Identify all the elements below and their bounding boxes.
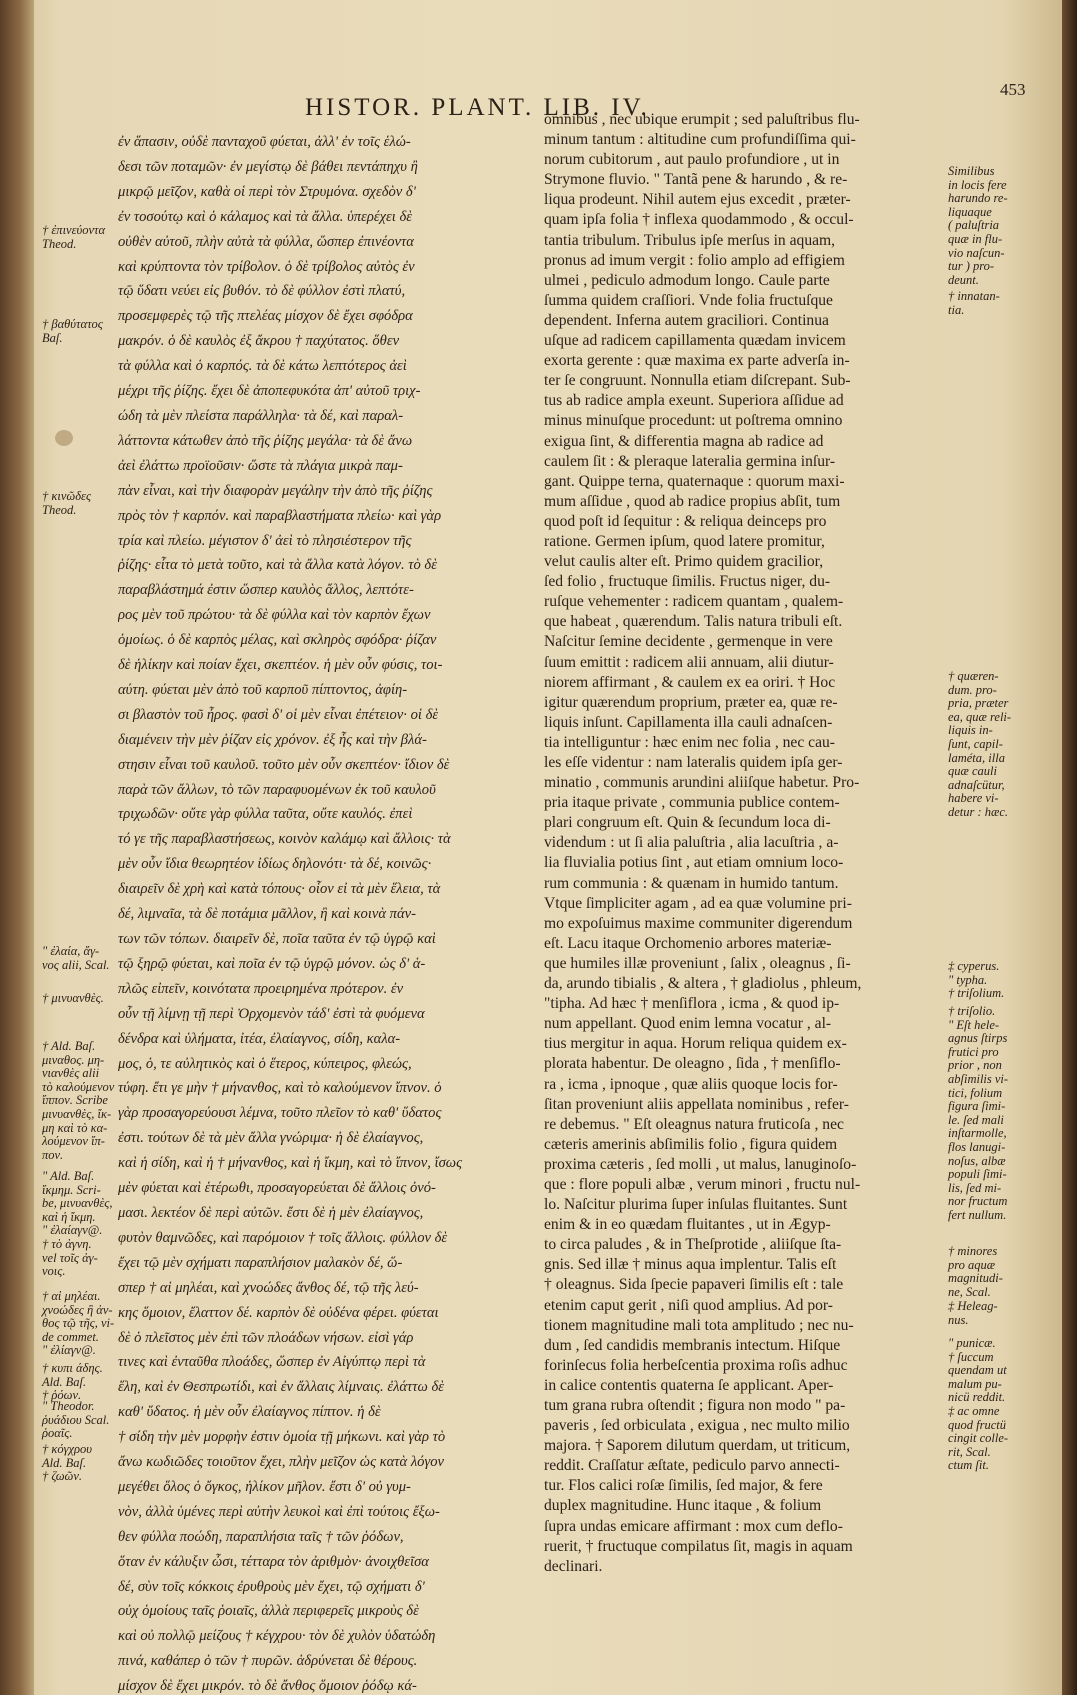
margin-note-line: † μινυανθὲς.: [42, 991, 104, 1005]
greek-text-line: γὰρ προσαγορεύουσι λέμνα, τοῦτο πλεῖον τὸ καθ' ὕδατος: [118, 1105, 442, 1122]
greek-text-line: μέχρι τῆς ῥίζης. ἔχει δὲ ἀποπεφυκότα ἀπ' αὐτοῦ τριχ-: [118, 383, 421, 400]
greek-text-line: μος, ὁ, τε αὐλητικὸς καὶ ὁ ἕτερος, κύπειρος, φλεώς,: [118, 1055, 412, 1072]
margin-note-line: agnus ſtirps: [948, 1031, 1008, 1046]
margin-note-line: Baſ.: [42, 330, 63, 345]
greek-text-line: τῷ ὕδατι νεύει εἰς βυθόν. τὸ δὲ φύλλον ἐστὶ πλατύ,: [118, 283, 406, 300]
latin-text-line: lo. Naſcitur plurima ſuper inſulas fluitantes. Sunt: [544, 1196, 848, 1214]
margin-note-line: ‡ Heleag-: [948, 1299, 998, 1313]
greek-text-line: στησιν εἶναι τοῦ καυλοῦ. τοῦτο μὲν οὖν σκεπτέον· ἴδιον δὲ: [118, 756, 450, 773]
greek-text-line: φυτὸν θαμνῶδες, καὶ παρόμοιον † τοῖς ἄλλοις. φύλλον δὲ: [118, 1229, 448, 1246]
margin-note-line: prior , non: [948, 1058, 1002, 1073]
greek-text-line: ἐν ἅπασιν, οὐδὲ πανταχοῦ φύεται, ἀλλ' ἐν τοῖς ἑλώ-: [118, 134, 411, 150]
running-header: HISTOR. PLANT. LIB. IV.: [305, 94, 650, 121]
margin-note-line: " typha.: [948, 972, 988, 987]
margin-note-line: dum. pro-: [948, 682, 997, 697]
greek-text-line: τύφη. ἔτι γε μὴν † μήνανθος, καὶ τὸ καλούμενον ἴπνον. ὁ: [118, 1080, 442, 1097]
greek-text-column: [118, 130, 544, 1695]
margin-note-line: † minores: [948, 1244, 998, 1258]
greek-text-line: καθ' ὕδατος. ἡ μὲν οὖν ἐλαίαγνος πίπτον. ἡ δὲ: [118, 1404, 381, 1421]
margin-note-line: ea, quæ reli-: [948, 709, 1012, 724]
margin-note: [42, 1362, 103, 1403]
margin-note-line: inſtarmolle,: [948, 1126, 1007, 1141]
greek-text-line: οὐθὲν αὐτοῦ, πλὴν αὐτὰ τὰ φύλλα, ὥσπερ ἐπινέοντα: [118, 233, 414, 250]
margin-note-line: Ald. Baſ.: [42, 1374, 87, 1389]
margin-note-line: abſimilis vi-: [948, 1071, 1009, 1086]
latin-text-line: minus minuſque procedunt: ut poſtrema omnino: [544, 412, 843, 430]
margin-note-line: † τὸ ἀγνη.: [42, 1236, 92, 1251]
latin-text-line: lia fluvialia potius ſint , aut etiam omnium loco-: [544, 854, 844, 872]
greek-text-line: σι βλαστὸν τοῦ ἦρος. φασὶ δ' οἱ μὲν εἶναι ἐπέτειον· οἱ δὲ: [118, 706, 439, 723]
greek-text-line: των τῶν τόπων. διαιρεῖν δὲ, ποῖα ταῦτα ἐν τῷ ὑγρῷ καὶ: [118, 931, 436, 947]
greek-text-line: ἀεὶ ἐλάττω προϊοῦσιν· ὥστε τὰ πλάγια μικρὰ παμ-: [118, 457, 403, 474]
latin-text-line: re debemus. " Eſt oleagnus natura fruticoſa , nec: [544, 1115, 844, 1133]
latin-text-line: gant. Quippe terna, quaternaque : quorum maxi-: [544, 472, 845, 490]
greek-text-line: τριχωδῶν· οὔτε γὰρ φύλλα ταῦτα, οὔτε καυλός. ἐπεὶ: [118, 806, 413, 823]
latin-text-line: ſed folio , fructuque ſimilis. Fructus niger, du-: [544, 573, 831, 591]
book-spine-shadow: [0, 0, 34, 1695]
margin-note-line: μιναθος. μη-: [42, 1052, 105, 1067]
margin-note-line: † ſuccum: [948, 1349, 994, 1364]
latin-text-line: cæteris amerinis abſimilis folio , figura quidem: [544, 1135, 838, 1153]
margin-note-line: νιανθὲς alii: [42, 1066, 100, 1081]
latin-text-line: ruſque vehementer : radicem quantam , qualem-: [544, 593, 844, 611]
latin-text-line: proxima cæteris , ſed molli , ut malus, lanuginoſo-: [544, 1155, 857, 1173]
margin-note-line: in locis fere: [948, 177, 1007, 192]
greek-text-line: μακρόν. ὁ δὲ καυλὸς ἐξ ἄκρου † παχύτατος. ὅθεν: [118, 333, 400, 350]
latin-text-line: dum , ſed candidis membranis intectum. Hiſque: [544, 1336, 841, 1354]
greek-text-line: πινά, καθάπερ ὁ τῶν † πυρῶν. ἁδρύνεται δὲ θέρους.: [118, 1653, 418, 1670]
margin-note-line: figura ſimi-: [948, 1099, 1006, 1114]
latin-text-line: declinari.: [544, 1557, 603, 1575]
latin-text-line: niorem affirmant , & caulem ex ea oriri. † Hoc: [544, 673, 836, 691]
latin-text-line: tum grana rubra oſtendit ; figura non modo " pa-: [544, 1397, 846, 1414]
latin-text-line: omnibus , nec ubique erumpit ; sed paluſtribus flu-: [544, 111, 860, 128]
latin-text-line: tantia tribulum. Tribulus ipſe merſus in aquam,: [544, 231, 836, 249]
latin-text-line: da, arundo tibialis , & altera , † gladiolus , phleum,: [544, 975, 862, 993]
margin-note-line: malum pu-: [948, 1376, 1002, 1391]
margin-note-line: nicü reddit.: [948, 1390, 1006, 1405]
latin-text-line: duplex magnitudine. Hunc itaque , & folium: [544, 1497, 822, 1515]
margin-note-line: † ῥόων.: [42, 1388, 82, 1403]
greek-text-line: μασι. λεκτέον δὲ περὶ αὐτῶν. ἔστι δὲ ἡ μὲν ἐλαίαγνος,: [118, 1204, 424, 1221]
latin-text-line: eſt. Lacu itaque Orchomenio arbores materiæ-: [544, 934, 832, 952]
margin-note-line: detur : hæc.: [948, 804, 1009, 819]
greek-text-line: προσεμφερὲς τῷ τῆς πτελέας μίσχον δὲ ἔχει σφόδρα: [118, 308, 413, 325]
margin-note-line: quæ cauli: [948, 764, 997, 779]
margin-note: [42, 1400, 109, 1441]
greek-text-line: πὰν εἶναι, καὶ τὴν διαφορὰν μεγάλην τὴν ἀπὸ τῆς ῥίζης: [118, 482, 433, 499]
margin-note-line: vio naſcun-: [948, 245, 1005, 260]
latin-text-line: quam ipſa folia † inflexa quodammodo , & occul-: [544, 211, 854, 229]
latin-text-line: plari congruum eſt. Quin & ſecundum loca di-: [544, 814, 831, 832]
latin-text-line: paveris , ſed orbiculata , exigua , nec multo milio: [544, 1417, 850, 1435]
greek-text-line: μικρῷ μεῖζον, καθὰ οἱ περὶ τὸν Στρυμόνα. σχεδὸν δ': [118, 183, 416, 200]
latin-text-line: les eſſe videntur : nam lateralis quidem ipſa ger-: [544, 754, 843, 771]
margin-note-line: Theod.: [42, 502, 77, 517]
greek-text-line: παραβλάστημά ἐστιν ὥσπερ καυλὸς ἄλλος, λεπτότε-: [118, 582, 414, 599]
latin-text-line: Naſcitur ſemine decidente , germenque in vere: [544, 633, 833, 651]
margin-note: [948, 1300, 998, 1327]
greek-text-line: καὶ κρύπτοντα τὸν τρίβολον. ὁ δὲ τρίβολος αὐτὸς ἐν: [118, 258, 415, 275]
margin-note-line: θος τῷ τῆς, vi-: [42, 1316, 115, 1331]
ink-stain: [55, 430, 73, 446]
greek-text-line: ῥίζης· εἶτα τὸ μετὰ τοῦτο, καὶ τὰ ἄλλα κατὰ λόγον. τὸ δὲ: [118, 557, 437, 574]
latin-text-line: mum aſſidue , quod ab radice propius abſit, tum: [544, 492, 841, 510]
latin-text-column: [544, 110, 944, 1577]
margin-note-line: noſus, albæ: [948, 1153, 1006, 1168]
greek-text-line: διαμένειν τὴν μὲν ῥίζαν εἰς χρόνον. ἐξ ἧς καὶ τὴν βλά-: [118, 731, 427, 748]
margin-note-line: μη καὶ τὸ κα-: [42, 1120, 108, 1135]
latin-text-line: ratione. Germen ipſum, quod latere promitur,: [544, 532, 825, 550]
margin-note-line: λούμενον ἴπ-: [42, 1134, 105, 1149]
margin-note: [42, 945, 110, 972]
latin-text-line: videndum : ut ſi alia paluſtria , alia lacuſtria , a-: [544, 834, 839, 852]
margin-note: [42, 224, 105, 251]
margin-note-line: † κινῶδες: [42, 489, 92, 503]
latin-text-line: Strymone fluvio. " Tantã pene & harundo , & re-: [544, 171, 848, 189]
margin-note-line: pro aquæ: [948, 1257, 996, 1272]
margin-note-line: † κόγχρου: [42, 1442, 93, 1456]
latin-text-line: mo expoſuimus maxime communiter digerendum: [544, 914, 853, 932]
margin-note-line: καὶ ἡ ἴκμη.: [42, 1209, 96, 1224]
margin-note-line: † triſolium.: [948, 986, 1005, 1001]
greek-text-line: καὶ οὐ πολλῷ μείζους † κέγχρου· τὸν δὲ χυλὸν ὑδατώδη: [118, 1628, 436, 1645]
margin-note-line: deunt.: [948, 272, 979, 287]
latin-text-line: tionem magnitudine mali tota amplitudo ; nec nu-: [544, 1316, 854, 1334]
greek-text-line: λάττοντα κάτωθεν ἀπὸ τῆς ῥίζης μεγάλα· τὰ δὲ ἄνω: [118, 432, 413, 449]
margin-note-line: ( paluſtria: [948, 218, 1000, 233]
margin-note-line: harundo re-: [948, 191, 1008, 206]
greek-text-line: οὐχ ὁμοίους ταῖς ῥοιαῖς, ἀλλὰ περιφερεῖς μικροὺς δὲ: [118, 1603, 419, 1620]
greek-text-line: μεγέθει ὅλος ὁ ὄγκος, ἡλίκον μῆλον. ἔστι δ' οὐ γυμ-: [118, 1478, 411, 1495]
greek-text-line: τινες καὶ ἐνταῦθα πλοάδες, ὥσπερ ἐν Αἰγύπτῳ περὶ τὰ: [118, 1354, 426, 1371]
greek-text-line: μὲν φύεται καὶ ἑτέρωθι, προσαγορεύεται δὲ ἄλλοις ὀνό-: [118, 1180, 436, 1197]
greek-text-line: † σίδη τὴν μὲν μορφὴν ἐστιν ὁμοία τῇ μήκωνι. καὶ γὰρ τὸ: [118, 1429, 446, 1446]
greek-text-line: δέ, σὺν τοῖς κόκκοις ἐρυθροὺς μὲν ἔχει, τῷ σχήματι δ': [118, 1578, 425, 1595]
margin-note-line: χνοώδες ἢ ἀν-: [42, 1302, 113, 1317]
margin-note: [42, 490, 91, 517]
latin-text-line: enim & in eo quædam fluitantes , ut in Ægyp-: [544, 1216, 831, 1234]
latin-text-line: velut caulis alter eſt. Primo quidem gracilior,: [544, 553, 824, 571]
latin-text-line: pria itaque private , communia publice contem-: [544, 794, 840, 812]
greek-text-line: δὲ ὁ πλεῖστος μὲν ἐπὶ τῶν πλοάδων νήσων. εἰσὶ γάρ: [118, 1329, 414, 1346]
greek-text-line: τῷ ξηρῷ φύεται, καὶ ποῖα ἐν τῷ ὑγρῷ μόνον. ὡς δ' ἁ-: [118, 955, 426, 972]
greek-text-line: μὲν οὖν ἴδια θεωρητέον ἰδίως δηλονότι· τὰ δέ, κοινῶς·: [118, 856, 432, 873]
margin-note-line: † αἱ μηλέαι.: [42, 1289, 101, 1303]
latin-text-line: pronus ad imum vergit : folio amplo ad effigiem: [544, 251, 845, 269]
margin-note-line: † innatan-: [948, 289, 1000, 303]
latin-text-line: que humiles illæ proveniunt , ſalix , oleagnus , ſi-: [544, 954, 851, 972]
margin-note-line: μινυανθὲς, ἴκ-: [42, 1106, 112, 1121]
margin-note: [42, 992, 104, 1006]
greek-text-line: τό γε τῆς παραβλαστήσεως, κοινὸν καλάμῳ καὶ ἄλλοις· τὰ: [118, 831, 451, 848]
page-number: 453: [1000, 80, 1026, 99]
margin-note-line: tici, folium: [948, 1085, 1003, 1100]
latin-text-line: ulmei , pediculo admodum longo. Caule parte: [544, 271, 830, 289]
latin-text-line: gnis. Sed illæ † minus aqua implentur. Talis eſt: [544, 1256, 837, 1274]
latin-text-line: liquis inſunt. Capillamenta illa cauli adnaſcen-: [544, 713, 833, 731]
latin-text-line: rum communia : & quænam in humido tantum.: [544, 874, 839, 892]
latin-text-line: tia intelliguntur : hæc enim nec folia , nec cau-: [544, 733, 835, 751]
latin-text-line: ſupra undas emicare affirmant : mox cum deflo-: [544, 1517, 843, 1535]
margin-note-line: ctum ſit.: [948, 1458, 989, 1473]
margin-note-line: rit, Scal.: [948, 1444, 991, 1459]
greek-text-line: δένδρα καὶ ὑλήματα, ἰτέα, ἐλαίαγνος, σίδη, καλα-: [118, 1030, 401, 1047]
margin-note-line: ſunt, capil-: [948, 736, 1003, 751]
latin-text-line: tius mergitur in aqua. Horum reliqua quidem ex-: [544, 1035, 847, 1053]
margin-note-line: νος alii, Scal.: [42, 957, 110, 972]
latin-text-line: † oleagnus. Sida ſpecie papaveri ſimilis eſt : tale: [544, 1276, 844, 1294]
margin-note-line: liquaque: [948, 204, 992, 219]
latin-text-line: liqua prodeunt. Nihil autem ejus excedit , præter-: [544, 191, 851, 209]
latin-text-line: ſumma quidem craſſiori. Vnde folia fructuſque: [544, 291, 833, 309]
latin-text-line: uſque ad radicem capillamenta quædam invicem: [544, 332, 846, 350]
margin-note-line: habere vi-: [948, 791, 999, 806]
margin-note-line: le. ſed mali: [948, 1112, 1004, 1127]
latin-text-line: reddit. Craſſatur æſtate, pediculo parvo annecti-: [544, 1457, 840, 1475]
margin-note-line: † triſolio.: [948, 1004, 996, 1018]
latin-text-line: quod poſt id ſequitur : & reliqua deinceps pro: [544, 512, 827, 530]
greek-text-line: παρὰ τῶν ἄλλων, τὸ τῶν παραφυομένων ἐκ τοῦ καυλοῦ: [118, 781, 436, 798]
margin-note-line: pria, præter: [948, 696, 1009, 711]
latin-text-line: caulem ſit : & pleraque lateralia germina inſur-: [544, 452, 836, 470]
greek-text-line: διαιρεῖν δὲ χρὴ καὶ κατὰ τόπους· οἷον εἰ τὰ μὲν ἕλεια, τὰ: [118, 881, 441, 898]
margin-note-line: " Eſt hele-: [948, 1017, 1000, 1032]
latin-text-line: tus ab radice ampla exeunt. Superiora aſſidue ad: [544, 392, 844, 410]
margin-note: [948, 670, 1011, 820]
latin-text-line: norum cubitorum , aut paulo profundiore , ut in: [544, 151, 840, 169]
margin-note-line: ne, Scal.: [948, 1284, 991, 1299]
margin-note-line: πον.: [42, 1147, 64, 1162]
latin-text-line: majora. † Saporem dilutum querdam, ut triticum,: [544, 1437, 851, 1455]
latin-text-line: ra , icma , ipnoque , quæ aliis quoque locis for-: [544, 1075, 838, 1093]
greek-text-line: πλῶς εἰπεῖν, κοινότατα προειρημένα πρότερον. ἐν: [118, 980, 404, 997]
latin-text-line: tur. Flos calici roſæ ſimilis, ſed major, & fere: [544, 1477, 823, 1495]
latin-text-line: que : flore populi albæ , verum minori , fructu nul-: [544, 1175, 861, 1193]
margin-note-line: tia.: [948, 302, 965, 317]
margin-note: [42, 1170, 112, 1279]
margin-note-line: τὸ καλούμενον: [42, 1079, 115, 1094]
greek-text-line: πρὸς τὸν † καρπόν. καὶ παραβλαστήματα πλείω· καὶ γὰρ: [118, 507, 442, 524]
latin-text-line: to circa paludes , & in Theſprotide , aliiſque ſta-: [544, 1236, 842, 1254]
margin-note-line: flos lanugi-: [948, 1139, 1006, 1154]
latin-text-line: minum tantum : altitudine cum profundiſſima qui-: [544, 131, 856, 149]
latin-text-line: Vtque ſimpliciter agam , ad ea quæ volumine pri-: [544, 894, 852, 912]
margin-note-line: " Theodor.: [42, 1399, 95, 1413]
greek-text-line: οὖν τῇ λίμνῃ τῇ περὶ Ὀρχομενὸν τάδ' ἐστὶ τὰ φυόμενα: [118, 1005, 425, 1022]
margin-note: [42, 1443, 92, 1484]
greek-text-line: ὅταν ἐν κάλυξιν ὦσι, τέτταρα τὸν ἀριθμὸν· ἀνοιχθεῖσα: [118, 1553, 429, 1570]
latin-text-line: exigua ſint, & differentia magna ab radice ad: [544, 432, 824, 450]
greek-text-line: ἄνω κωδιῶδες τοιοῦτον ἔχει, πλὴν μεῖζον ὡς κατὰ λόγον: [118, 1454, 444, 1471]
margin-note-line: magnitudi-: [948, 1271, 1003, 1286]
latin-text-line: ter ſe congruunt. Nonnulla etiam diſcrepant. Sub-: [544, 372, 851, 390]
latin-text-line: dependent. Inferna autem graciliori. Continua: [544, 311, 829, 329]
margin-note: [948, 290, 1000, 317]
margin-note-line: populi ſimi-: [948, 1167, 1007, 1182]
margin-note-line: liquis in-: [948, 723, 993, 738]
greek-text-line: τρία καὶ πλείω. μέγιστον δ' ἀεὶ τὸ πλησιέστερον τῆς: [118, 532, 412, 549]
margin-note-line: de commet.: [42, 1329, 99, 1344]
margin-note-line: † ἐπινεύοντα: [42, 223, 106, 237]
margin-note-line: † Ald. Baſ.: [42, 1039, 96, 1053]
greek-text-line: τὰ φύλλα καὶ ὁ καρπός. τὰ δὲ κάτω λεπτότερος ἀεὶ: [118, 358, 407, 375]
latin-text-line: exorta gerente : quæ maxima ex parte adverſa in-: [544, 352, 850, 370]
greek-text-line: ὁμοίως. ὁ δὲ καρπὸς μέλας, καὶ σκληρὸς σφόδρα· ῥίζαν: [118, 632, 437, 649]
page-edge: [1062, 0, 1077, 1695]
margin-note-line: be, μινυανθὲς,: [42, 1196, 113, 1211]
latin-text-line: que habeat , quærendum. Talis natura tribuli eſt.: [544, 613, 843, 631]
margin-note-line: quod fructü: [948, 1417, 1006, 1432]
margin-note-line: † quæren-: [948, 669, 999, 683]
margin-note-line: adnaſcütur,: [948, 777, 1005, 792]
margin-note-line: laméta, illa: [948, 750, 1005, 765]
margin-note: [42, 1040, 114, 1162]
greek-text-line: ἔχει τῷ μὲν σχήματι παραπλήσιον μαλακὸν δέ, ὥ-: [118, 1254, 403, 1271]
margin-note: [42, 1290, 114, 1358]
margin-note-line: lis, ſed mi-: [948, 1180, 1002, 1195]
greek-text-line: θεν φύλλα ποώδη, παραπλήσια ταῖς † τῶν ῥόδων,: [118, 1528, 404, 1545]
greek-text-line: δέ, λιμναῖα, τὰ δὲ ποτάμια μᾶλλον, ἢ καὶ κοινὰ πάν-: [118, 906, 416, 923]
greek-text-line: ἐστι. τούτων δὲ τὰ μὲν ἄλλα γνώριμα· ἡ δὲ ἐλαίαγνος,: [118, 1130, 424, 1147]
margin-note: [948, 165, 1008, 287]
margin-note-line: fert nullum.: [948, 1207, 1007, 1222]
greek-text-line: ἕλη, καὶ ἐν Θεσπρωτίδι, καὶ ἐν ἄλλαις λίμναις. ἐλάττω δὲ: [118, 1379, 444, 1396]
margin-note-line: quendam ut: [948, 1363, 1007, 1378]
latin-text-line: forinſecus folia herbeſcentia proxima roſis adhuc: [544, 1356, 848, 1374]
margin-note-line: tur ) pro-: [948, 259, 995, 274]
latin-text-line: igitur quærendum proprium, præter ea, quæ re-: [544, 693, 838, 711]
margin-note-line: ἴππον. Scribe: [42, 1093, 108, 1108]
margin-note-line: quæ in flu-: [948, 231, 1003, 246]
margin-note: [948, 1337, 1008, 1473]
latin-text-line: ruerit, † fructuque compilatus ſit, magis in aquam: [544, 1537, 853, 1555]
margin-note-line: vel τοῖς ἀγ-: [42, 1250, 98, 1265]
latin-text-line: minatio , communis arundini aliiſque habetur. Pro-: [544, 774, 860, 792]
latin-text-line: ſuum emittit : radicem alii annuam, alii diutur-: [544, 653, 834, 671]
greek-text-line: ἐν τοσούτῳ καὶ ὁ κάλαμος καὶ τὰ ἄλλα. ὑπερέχει δὲ: [118, 208, 412, 225]
margin-note-line: " ἐλίαγν@.: [42, 1343, 96, 1358]
greek-text-line: ώδη τὰ μὲν πλείστα παράλληλα· τὰ δέ, καὶ παραλ-: [118, 407, 404, 424]
margin-note-line: Ald. Baſ.: [42, 1455, 87, 1470]
margin-note-line: νοις.: [42, 1264, 66, 1279]
margin-note: [948, 1005, 1008, 1223]
greek-text-line: σπερ † αἱ μηλέαι, καὶ χνοώδες ἄνθος δέ, τῷ τῆς λεύ-: [118, 1279, 419, 1296]
greek-text-line: δεσι τῶν ποταμῶν· ἐν μεγίστῳ δὲ βάθει πεντάπηχυ ἢ: [118, 158, 418, 175]
greek-text-line: μίσχον δὲ ἔχει μικρόν. τὸ δὲ ἄνθος ὅμοιον ῥόδῳ κά-: [118, 1678, 417, 1695]
margin-note-line: ‡ ac omne: [948, 1403, 1000, 1418]
margin-note-line: " ἐλαίαγν@.: [42, 1223, 103, 1238]
margin-note-line: ῥυάδιου Scal.: [42, 1412, 110, 1427]
margin-note: [948, 960, 1004, 1001]
greek-text-line: κης ὅμοιον, ἔλαττον δέ. καρπὸν δὲ οὐδένα φέρει. φύεται: [118, 1304, 439, 1321]
latin-text-line: num appellant. Quod enim lemna vocatur , al-: [544, 1015, 832, 1033]
margin-note-line: nus.: [948, 1312, 969, 1327]
margin-note-line: Theod.: [42, 236, 77, 251]
margin-note-line: " ἐλαία, ἄγ-: [42, 944, 100, 958]
margin-note-line: ἴκμημ. Scri-: [42, 1182, 101, 1197]
greek-text-line: ρος μὲν τοῦ πρώτου· τὰ δὲ φύλλα καὶ τὸν καρπὸν ἔχων: [118, 607, 431, 624]
latin-text-line: "tipha. Ad hæc † menſiflora , icma , & quod ip-: [544, 995, 840, 1013]
latin-text-line: in calice contentis quaterna ſe applicant. Aper-: [544, 1376, 834, 1394]
latin-text-line: etenim caput gerit , niſi quod amplius. Ad por-: [544, 1296, 833, 1314]
margin-note-line: " Ald. Baſ.: [42, 1169, 95, 1183]
margin-note: [42, 318, 103, 345]
margin-note-line: cingit colle-: [948, 1431, 1009, 1446]
greek-text-line: αύτη. φύεται μὲν ἀπὸ τοῦ καρποῦ πίπτοντος, ἀφίη-: [118, 681, 408, 698]
margin-note-line: frutici pro: [948, 1044, 999, 1059]
margin-note-line: Similibus: [948, 164, 995, 178]
latin-text-line: ſitan proveniunt aliis appellata nominibus , refer-: [544, 1095, 849, 1113]
margin-note-line: " punicæ.: [948, 1336, 996, 1350]
margin-note-line: † ζωῶν.: [42, 1469, 83, 1484]
margin-note-line: ῥοαῖς.: [42, 1426, 73, 1441]
greek-text-line: δὲ ἡλίκην καὶ ποίαν ἔχει, σκεπτέον. ἡ μὲν οὖν φύσις, τοι-: [118, 657, 443, 674]
margin-note: [948, 1245, 1003, 1299]
margin-note-line: ‡ cyperus.: [948, 959, 1000, 973]
latin-text-line: plorata habentur. De oleagno , ſida , † menſiflo-: [544, 1055, 841, 1073]
greek-text-line: νὸν, ἀλλὰ ὑμένες περὶ αὐτὴν λευκοὶ καὶ ἐπὶ τούτοις ἔξω-: [118, 1503, 440, 1520]
margin-note-line: † κυπι άδης.: [42, 1361, 103, 1375]
greek-text-line: καὶ ἡ σίδη, καὶ ἡ † μήνανθος, καὶ ἡ ἴκμη, καὶ τὸ ἴπνον, ἴσως: [118, 1155, 463, 1172]
margin-note-line: † βαθύτατος: [42, 317, 103, 331]
margin-note-line: nor fructum: [948, 1194, 1008, 1209]
